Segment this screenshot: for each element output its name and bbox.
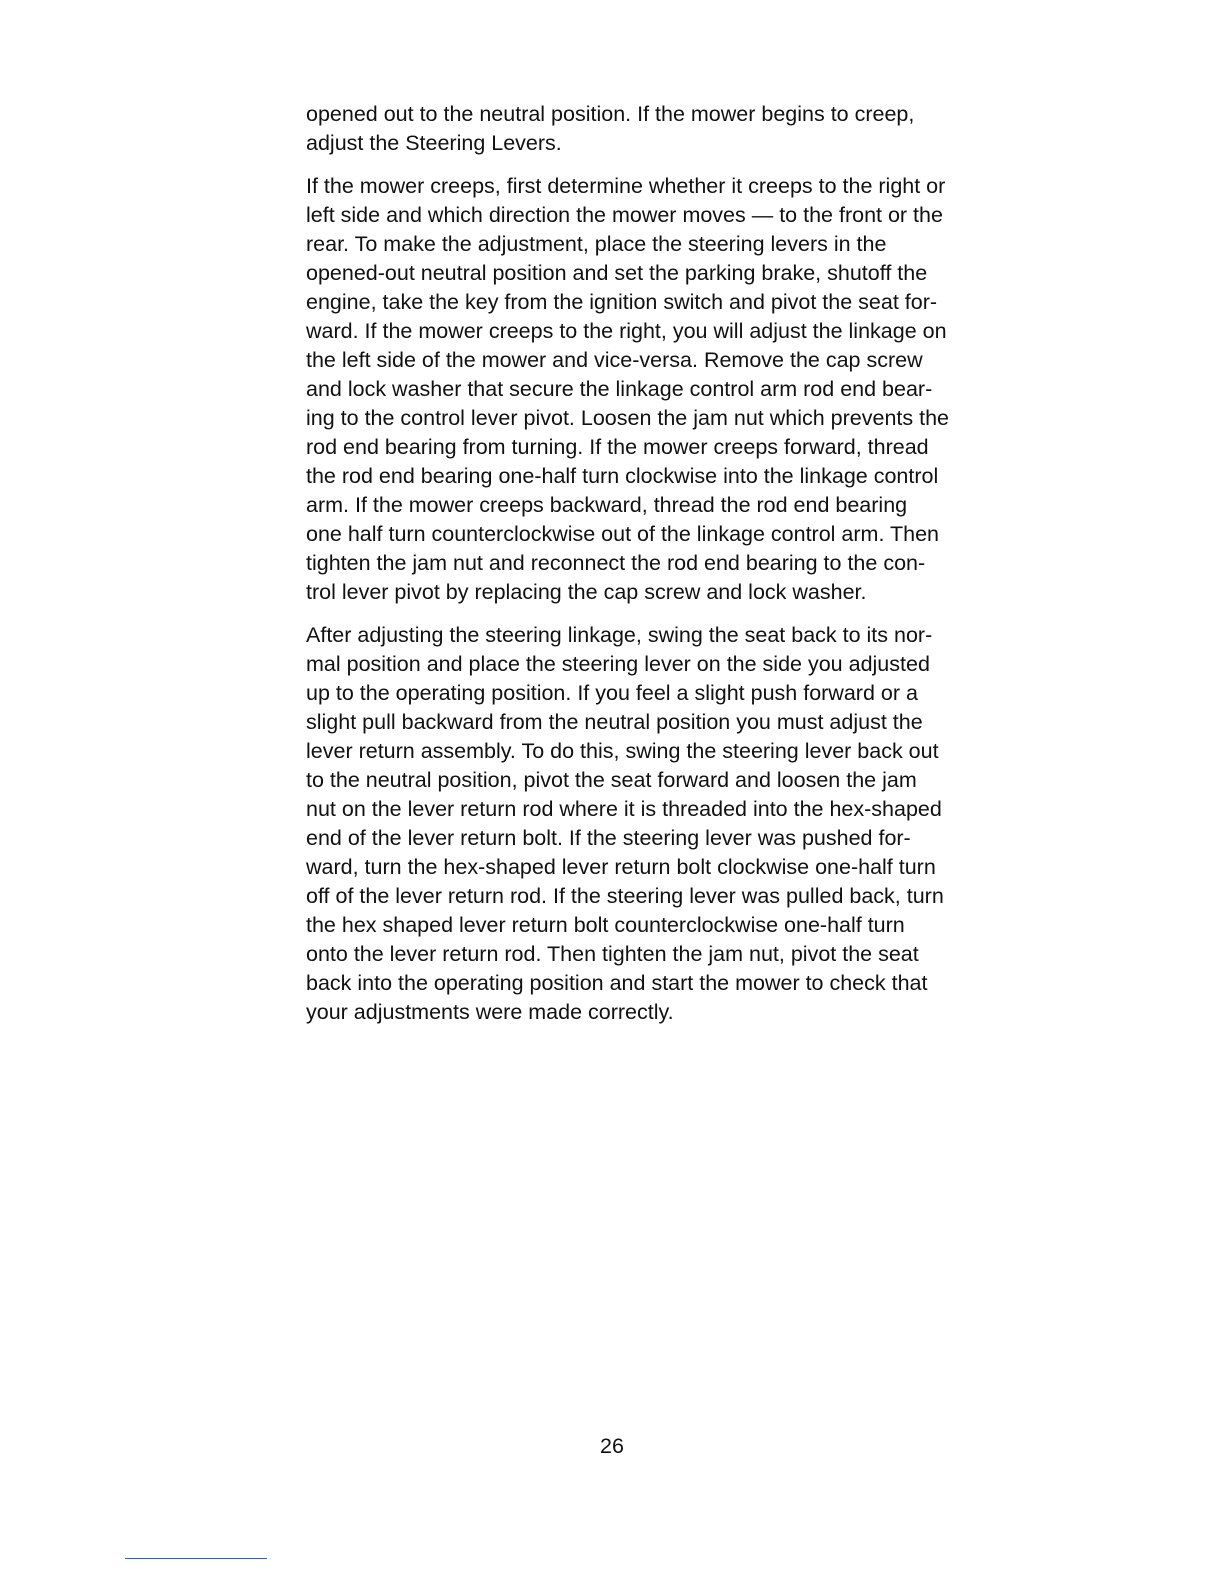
- text-line: nut on the lever return rod where it is threaded into the hex-shaped: [306, 797, 942, 821]
- page-number: 26: [600, 1434, 624, 1458]
- footer-divider: [125, 1558, 267, 1559]
- paragraph-3: [306, 621, 1010, 1027]
- text-line: your adjustments were made correctly.: [306, 1000, 674, 1024]
- text-line: the hex shaped lever return bolt counterclockwise one-half turn: [306, 913, 905, 937]
- text-line: and lock washer that secure the linkage control arm rod end bear-: [306, 377, 933, 401]
- text-line: After adjusting the steering linkage, swing the seat back to its nor-: [306, 623, 933, 647]
- text-line: ward. If the mower creeps to the right, you will adjust the linkage on: [306, 319, 947, 343]
- text-line: arm. If the mower creeps backward, thread the rod end bearing: [306, 493, 908, 517]
- text-line: off of the lever return rod. If the steering lever was pulled back, turn: [306, 884, 944, 908]
- text-line: ing to the control lever pivot. Loosen the jam nut which prevents the: [306, 406, 949, 430]
- paragraph-1: [306, 100, 1010, 158]
- text-line: up to the operating position. If you feel a slight push forward or a: [306, 681, 918, 705]
- text-line: tighten the jam nut and reconnect the rod end bearing to the con-: [306, 551, 926, 575]
- text-line: ward, turn the hex-shaped lever return bolt clockwise one-half turn: [306, 855, 936, 879]
- text-line: mal position and place the steering lever on the side you adjusted: [306, 652, 930, 676]
- text-line: the left side of the mower and vice-versa. Remove the cap screw: [306, 348, 923, 372]
- text-line: lever return assembly. To do this, swing the steering lever back out: [306, 739, 939, 763]
- text-line: one half turn counterclockwise out of the linkage control arm. Then: [306, 522, 940, 546]
- text-line: the rod end bearing one-half turn clockwise into the linkage control: [306, 464, 939, 488]
- text-line: to the neutral position, pivot the seat forward and loosen the jam: [306, 768, 917, 792]
- paragraph-2: [306, 172, 1010, 607]
- text-line: onto the lever return rod. Then tighten the jam nut, pivot the seat: [306, 942, 919, 966]
- text-line: rod end bearing from turning. If the mower creeps forward, thread: [306, 435, 929, 459]
- text-line: trol lever pivot by replacing the cap screw and lock washer.: [306, 580, 867, 604]
- text-line: If the mower creeps, first determine whether it creeps to the right or: [306, 174, 946, 198]
- text-line: end of the lever return bolt. If the steering lever was pushed for-: [306, 826, 911, 850]
- text-line: slight pull backward from the neutral position you must adjust the: [306, 710, 923, 734]
- text-line: rear. To make the adjustment, place the steering levers in the: [306, 232, 887, 256]
- text-line: left side and which direction the mower moves — to the front or the: [306, 203, 943, 227]
- text-line: opened-out neutral position and set the parking brake, shutoff the: [306, 261, 928, 285]
- text-line: opened out to the neutral position. If the mower begins to creep,: [306, 102, 915, 126]
- text-line: engine, take the key from the ignition switch and pivot the seat for-: [306, 290, 938, 314]
- body-text: [306, 100, 1010, 1041]
- text-line: back into the operating position and start the mower to check that: [306, 971, 928, 995]
- text-line: adjust the Steering Levers.: [306, 131, 562, 155]
